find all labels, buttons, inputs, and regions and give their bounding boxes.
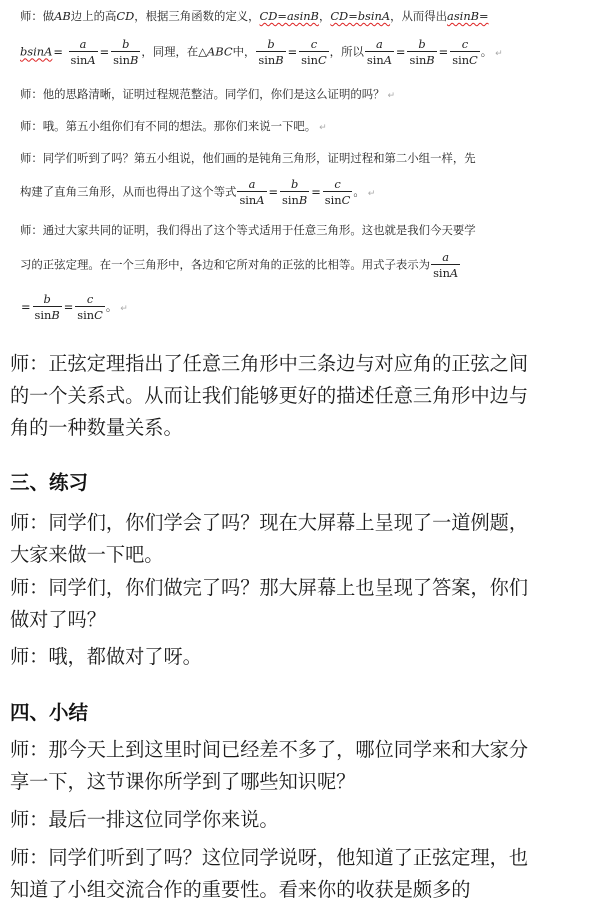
sin-label: sin	[34, 308, 52, 322]
angle-label: B	[51, 308, 60, 322]
line-text: 中，	[232, 44, 256, 59]
fraction-denominator	[450, 51, 480, 67]
section-heading-summary: 四、小结	[10, 701, 89, 724]
fraction-numerator: b	[43, 292, 51, 306]
fraction-numerator: a	[442, 250, 449, 264]
angle-label: C	[469, 53, 478, 67]
fraction-numerator: c	[334, 177, 341, 191]
segment-ab: AB	[54, 9, 71, 23]
doc-line-2	[20, 37, 595, 67]
paragraph-line: 师：最后一排这位同学你来说。	[10, 808, 279, 831]
fraction-c-over-sinc	[450, 37, 480, 67]
sin-label: sin	[366, 53, 384, 67]
fraction-numerator: c	[86, 292, 94, 306]
angle-label: B	[298, 193, 308, 207]
line-text: 习的正弦定理。在一个三角形中，各边和它所对角的正弦的比相等。用式子表示为	[20, 257, 431, 272]
equals-sign: =	[311, 184, 321, 199]
paragraph-line: 享一下，这节课你所学到了哪些知识呢？	[10, 770, 356, 793]
paragraph-line: 师：同学们听到了吗？这位同学说呀，他知道了正弦定理，也	[10, 846, 529, 869]
paragraph-practice-3	[10, 641, 600, 673]
equation-asinb: asinB=	[447, 9, 489, 23]
doc-line-3	[20, 86, 595, 104]
fraction-denominator	[407, 51, 436, 67]
line-text: 边上的高	[70, 9, 117, 23]
sin-label: sin	[301, 53, 318, 67]
equals-sign: =	[21, 299, 31, 314]
paragraph-mark-icon: ↵	[495, 48, 503, 59]
fraction-b-over-sinb	[407, 37, 436, 67]
paragraph-line: 知道了小组交流合作的重要性。看来你的收获是颇多的	[10, 878, 471, 901]
paragraph-theorem-summary	[10, 348, 600, 444]
angle-label: A	[383, 53, 392, 67]
line-text: 。	[480, 44, 493, 59]
altitude-cd: CD	[116, 9, 135, 23]
equals-sign: =	[99, 44, 110, 59]
paragraph-line: 师：哦，都做对了呀。	[10, 645, 202, 668]
line-text: ，所以	[329, 44, 364, 59]
paragraph-line: 做对了吗？	[10, 608, 106, 631]
sin-label: sin	[77, 308, 95, 322]
paragraph-mark-icon: ↵	[120, 303, 128, 314]
fraction-denominator	[323, 191, 353, 207]
doc-line-8	[20, 250, 595, 280]
paragraph-mark-icon: ↵	[367, 188, 376, 199]
equation-bsina: bsinA	[20, 44, 53, 59]
paragraph-practice-2	[10, 572, 600, 636]
line-text: 师：哦。第五小组你们有不同的想法。那你们来说一下吧。	[20, 119, 317, 133]
sin-label: sin	[433, 266, 450, 280]
doc-line-7	[20, 222, 595, 238]
triangle-abc: ABC	[207, 44, 233, 59]
fraction-denominator	[280, 191, 309, 207]
doc-line-6	[20, 177, 595, 207]
equals-sign: =	[395, 44, 406, 59]
paragraph-line: 角的一种数量关系。	[10, 416, 183, 439]
section-heading-practice: 三、练习	[10, 471, 89, 494]
fraction-denominator	[69, 51, 98, 67]
line-text: 。	[353, 184, 365, 199]
line-text: 师：通过大家共同的证明，我们得出了这个等式适用于任意三角形。这也就是我们今天要学	[20, 223, 476, 237]
angle-label: C	[317, 53, 327, 67]
angle-label: A	[449, 266, 459, 280]
fraction-a-over-sina	[69, 37, 98, 67]
line-text: 师：同学们听到了吗？第五小组说，他们画的是钝角三角形，证明过程和第二小组一样，先	[20, 151, 476, 165]
paragraph-practice-1	[10, 507, 600, 571]
line-text: ，从而得出	[390, 9, 448, 23]
angle-label: C	[341, 193, 351, 207]
paragraph-mark-icon: ↵	[387, 91, 396, 101]
fraction-denominator	[237, 191, 266, 207]
fraction-denominator	[299, 51, 329, 67]
paragraph-summary-1	[10, 734, 600, 798]
paragraph-line: 的一个关系式。从而让我们能够更好的描述任意三角形中边与	[10, 384, 529, 407]
paragraph-summary-2	[10, 804, 600, 836]
line-text: ，同理，在△	[141, 44, 208, 59]
line-text: 。	[105, 299, 118, 314]
fraction-denominator	[33, 306, 62, 322]
fraction-c-over-sinc	[75, 292, 105, 322]
angle-label: B	[129, 53, 139, 67]
paragraph-line: 师：那今天上到这里时间已经差不多了，哪位同学来和大家分	[10, 738, 529, 761]
line-text: 师：他的思路清晰，证明过程规范整洁。同学们，你们是这么证明的吗？	[20, 87, 385, 101]
sin-label: sin	[409, 53, 427, 67]
fraction-a-over-sina	[237, 177, 266, 207]
equals-sign: =	[287, 44, 298, 59]
fraction-a-over-sina	[365, 37, 394, 67]
line-text: 师：做	[20, 9, 55, 23]
angle-label: B	[275, 53, 284, 67]
angle-label: B	[426, 53, 435, 67]
angle-label: A	[87, 53, 96, 67]
fraction-b-over-sinb	[33, 292, 62, 322]
fraction-denominator	[365, 51, 394, 67]
equals-sign: =	[268, 184, 279, 199]
doc-line-4	[20, 118, 595, 136]
paragraph-line: 师：同学们，你们做完了吗？那大屏幕上也呈现了答案，你们	[10, 576, 529, 599]
equals-sign: =	[438, 44, 449, 59]
angle-label: A	[256, 193, 265, 207]
line-text: 构建了直角三角形，从而也得出了这个等式	[20, 184, 237, 199]
line-text: ，	[318, 9, 331, 23]
paragraph-line: 师：同学们，你们学会了吗？现在大屏幕上呈现了一道例题，	[10, 511, 529, 534]
fraction-numerator: c	[310, 37, 318, 51]
sin-label: sin	[258, 53, 276, 67]
sin-label: sin	[70, 53, 88, 67]
fraction-numerator: a	[79, 37, 87, 51]
fraction-numerator: b	[267, 37, 275, 51]
equation-cd-bsina: CD=bsinA	[330, 9, 391, 23]
fraction-denominator	[256, 51, 285, 67]
paragraph-summary-3	[10, 842, 600, 906]
fraction-denominator	[75, 306, 105, 322]
doc-line-5	[20, 150, 595, 166]
fraction-denominator	[431, 264, 460, 280]
doc-line-1	[20, 8, 595, 24]
fraction-numerator: a	[375, 37, 383, 51]
fraction-numerator: b	[122, 37, 130, 51]
paragraph-line: 大家来做一下吧。	[10, 543, 164, 566]
line-text: ，根据三角函数的定义，	[134, 9, 260, 23]
fraction-b-over-sinb	[280, 177, 309, 207]
fraction-numerator: b	[418, 37, 426, 51]
paragraph-line: 师：正弦定理指出了任意三角形中三条边与对应角的正弦之间	[10, 352, 529, 375]
equals-sign: =	[63, 299, 74, 314]
doc-line-9	[20, 292, 595, 322]
equation-cd-asinb: CD=asinB	[259, 9, 319, 23]
fraction-c-over-sinc	[323, 177, 353, 207]
fraction-numerator: a	[248, 177, 256, 191]
fraction-b-over-sinb	[111, 37, 140, 67]
paragraph-mark-icon: ↵	[319, 123, 327, 133]
sin-label: sin	[324, 193, 342, 207]
fraction-numerator: b	[291, 177, 299, 191]
sin-label: sin	[239, 193, 257, 207]
fraction-c-over-sinc	[299, 37, 329, 67]
sin-label: sin	[113, 53, 130, 67]
angle-label: C	[94, 308, 103, 322]
fraction-b-over-sinb	[256, 37, 285, 67]
fraction-numerator: c	[461, 37, 469, 51]
sin-label: sin	[452, 53, 470, 67]
fraction-a-over-sina	[431, 250, 460, 280]
fraction-denominator	[111, 51, 140, 67]
equals-sign: =	[53, 44, 63, 59]
sin-label: sin	[282, 193, 299, 207]
